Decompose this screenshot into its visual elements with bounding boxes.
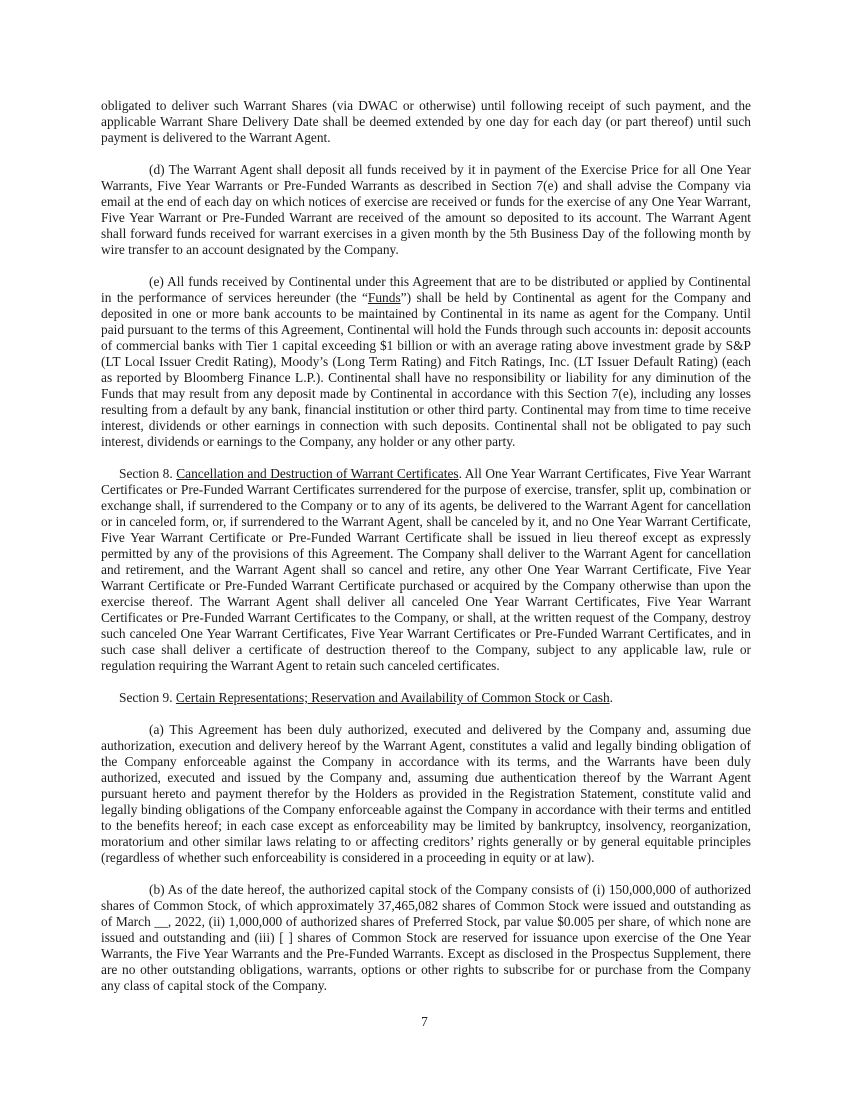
page-number: 7 <box>421 1014 428 1029</box>
section-8-label: Section 8. <box>119 466 177 481</box>
defined-term-funds: Funds <box>367 290 401 305</box>
paragraph-7e-intro: (e) All funds received by Continental under this Agreement that are to be distributed or applied by Continental in the performance of services hereunder (the “ <box>101 274 751 305</box>
section-9-heading-end: . <box>609 690 614 705</box>
section-8 <box>101 466 751 674</box>
paragraph-9b: (b) As of the date hereof, the authorized capital stock of the Company consists of (i) 150,000,000 of authorized shares of Common Stock, of which approximately 37,465,082 shares of Common Stock were issued and outstanding as of March __, 2022, (ii) 1,000,000 of authorized shares of Preferred Stock, par value $0.005 per share, of which none are issued and outstanding and (iii) [ ] shares of Common Stock are reserved for issuance upon exercise of the One Year Warrants, the Five Year Warrants and the Pre-Funded Warrants. Except as disclosed in the Prospectus Supplement, there are no other outstanding obligations, warrants, options or other rights to subscribe for or purchase from the Company any class of capital stock of the Company. <box>101 882 751 993</box>
section-8-body: . All One Year Warrant Certificates, Five Year Warrant Certificates or Pre-Funded Warrant Certificates surrendered for the purpose of exercise, transfer, split up, combination or exchange shall, if surrendered to the Company or to any of its agents, be delivered to the Warrant Agent for cancellation or in canceled form, or, if surrendered to the Warrant Agent, shall be canceled by it, and no One Year Warrant Certificate, Five Year Warrant Certificate or Pre-Funded Warrant Certificate shall be issued in lieu thereof except as expressly permitted by any of the provisions of this Agreement. The Company shall deliver to the Warrant Agent for cancellation and retirement, and the Warrant Agent shall so cancel and retire, any other One Year Warrant Certificate, Five Year Warrant Certificate or Pre-Funded Warrant Certificate purchased or acquired by the Company otherwise than upon the exercise thereof. The Warrant Agent shall deliver all canceled One Year Warrant Certificates, Five Year Warrant Certificates or Pre-Funded Warrant Certificates to the Company, or shall, at the written request of the Company, destroy such canceled One Year Warrant Certificates, Five Year Warrant Certificates or Pre-Funded Warrant Certificates, and in such case shall deliver a certificate of destruction thereof to the Company, subject to any applicable law, rule or regulation requiring the Warrant Agent to retain such canceled certificates. <box>101 466 752 673</box>
section-9-heading <box>101 690 751 706</box>
section-8-title: Cancellation and Destruction of Warrant Certificates <box>176 466 459 481</box>
paragraph-continuation: obligated to deliver such Warrant Shares (via DWAC or otherwise) until following receipt of such payment, and the applicable Warrant Share Delivery Date shall be deemed extended by one day for each day (or part thereof) until such payment is delivered to the Warrant Agent. <box>101 98 751 145</box>
paragraph-7d: (d) The Warrant Agent shall deposit all funds received by it in payment of the Exercise Price for all One Year Warrants, Five Year Warrants or Pre-Funded Warrants as described in Section 7(e) and shall advise the Company via email at the end of each day on which notices of exercise are received or funds for the exercise of any One Year Warrant, Five Year Warrant or Pre-Funded Warrant are received of the amount so deposited to its account. The Warrant Agent shall forward funds received for warrant exercises in a given month by the 5th Business Day of the following month by wire transfer to an account designated by the Company. <box>101 162 751 257</box>
paragraph-7e-body: ”) shall be held by Continental as agent for the Company and deposited in one or more bank accounts to be maintained by Continental in its name as agent for the Company. Until paid pursuant to the terms of this Agreement, Continental will hold the Funds through such accounts in: deposit accounts of commercial banks with Tier 1 capital exceeding $1 billion or with an average rating above investment grade by S&P (LT Local Issuer Credit Rating), Moody’s (Long Term Rating) and Fitch Ratings, Inc. (LT Issuer Default Rating) (each as reported by Bloomberg Finance L.P.). Continental shall have no responsibility or liability for any diminution of the Funds that may result from any deposit made by Continental in accordance with this Section 7(e), including any losses resulting from a default by any bank, financial institution or other third party. Continental may from time to time receive interest, dividends or other earnings in connection with such deposits. Continental shall not be obligated to pay such interest, dividends or earnings to the Company, any holder or any other party. <box>101 290 751 449</box>
document-body <box>101 98 751 994</box>
paragraph-7e <box>101 274 751 450</box>
paragraph-9a: (a) This Agreement has been duly authorized, executed and delivered by the Company and, assuming due authorization, execution and delivery hereof by the Warrant Agent, constitutes a valid and legally binding obligation of the Company enforceable against the Company in accordance with its terms, and the Warrants have been duly authorized, executed and issued by the Company and, assuming due authentication thereof by the Warrant Agent pursuant hereto and payment therefor by the Holders as provided in the Registration Statement, constitute valid and legally binding obligations of the Company enforceable against the Company in accordance with their terms and entitled to the benefits hereof; in each case except as enforceability may be limited by bankruptcy, insolvency, reorganization, moratorium and other similar laws relating to or affecting creditors’ rights generally or by general equitable principles (regardless of whether such enforceability is considered in a proceeding in equity or at law). <box>101 722 751 865</box>
section-9-label: Section 9. <box>119 690 176 705</box>
section-9-title: Certain Representations; Reservation and Availability of Common Stock or Cash <box>175 690 610 705</box>
